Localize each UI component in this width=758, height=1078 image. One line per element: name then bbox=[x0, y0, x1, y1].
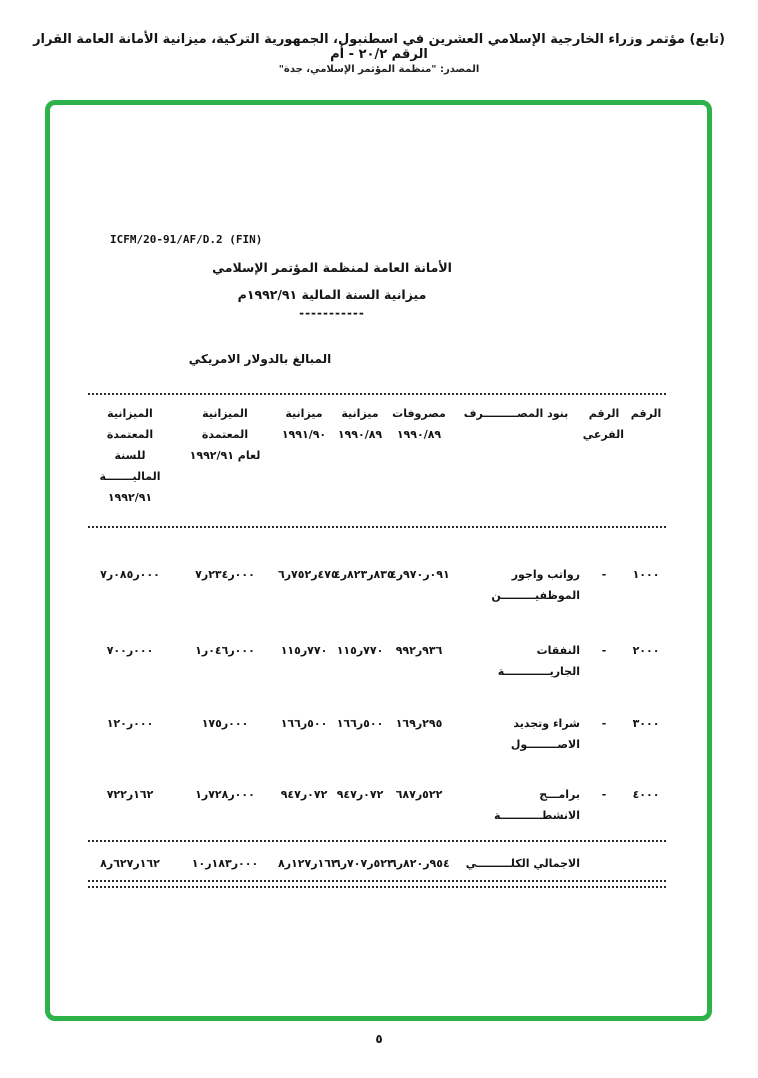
row-budget-9091-value: ٩٤٧ر٠٧٢ bbox=[280, 788, 328, 801]
total-adopted-value: ٨ر٦٢٧ر١٦٢ bbox=[100, 857, 160, 870]
row-expenses-value: ٦٨٧ر٥٢٢ bbox=[395, 788, 443, 801]
row-number: ١٠٠٠ bbox=[632, 568, 660, 581]
header-expenses bbox=[388, 403, 450, 508]
row-item-label: برامـــج الانشطـــــــــــة bbox=[493, 788, 580, 822]
header-adopted-line2: للسنة الماليـــــــة bbox=[99, 449, 161, 483]
header-approved-line3: لعام ١٩٩٢/٩١ bbox=[189, 449, 261, 462]
header-sub-no bbox=[582, 403, 626, 508]
total-label: الاجمالي الكلـــــــــي bbox=[465, 857, 580, 870]
row-budget-9091-value: ١٦٦ر٥٠٠ bbox=[280, 717, 328, 730]
table-row bbox=[88, 564, 666, 606]
table-row bbox=[88, 713, 666, 755]
header-approved-budget bbox=[174, 403, 276, 508]
header-budget-9091-line1: ميزانية bbox=[285, 407, 323, 420]
row-sub-number: - bbox=[601, 568, 607, 581]
table-row bbox=[88, 784, 666, 826]
header-budget-8990-line2: ١٩٩٠/٨٩ bbox=[337, 428, 383, 441]
row-number: ٤٠٠٠ bbox=[632, 788, 660, 801]
row-sub-number: - bbox=[601, 717, 607, 730]
header-budget-9091-line2: ١٩٩١/٩٠ bbox=[281, 428, 327, 441]
row-expenses-value: ١٦٩ر٢٩٥ bbox=[395, 717, 443, 730]
row-adopted-value: ٧٢٢ر١٦٢ bbox=[106, 788, 154, 801]
row-sub-number: - bbox=[601, 644, 607, 657]
page-header-title: (تابع) مؤتمر وزراء الخارجية الإسلامي العشرين في اسطنبول، الجمهورية التركية، ميزانية الأمانة العامة القرار الرقم ٢٠/٢ - أم bbox=[33, 32, 725, 62]
document-title: الأمانة العامة لمنظمة المؤتمر الإسلامي bbox=[212, 260, 452, 275]
title-separator: ----------- bbox=[299, 306, 365, 320]
row-approved-value: ١ر٠٤٦ر٠٠٠ bbox=[195, 644, 255, 657]
row-approved-value: ١٧٥ر٠٠٠ bbox=[201, 717, 249, 730]
header-approved-line1: الميزانية bbox=[202, 407, 248, 420]
row-number: ٣٠٠٠ bbox=[632, 717, 660, 730]
row-expenses-value: ٩٩٢ر٩٣٦ bbox=[395, 644, 443, 657]
row-budget-8990-value: ١١٥ر٧٧٠ bbox=[336, 644, 384, 657]
total-budget-8990-value: ٦ر٧٠٧ر٥٢٢ bbox=[334, 857, 394, 870]
page-header-source: المصدر: "منظمة المؤتمر الإسلامي، جدة" bbox=[278, 64, 480, 75]
row-adopted-value: ٧٠٠ر٠٠٠ bbox=[106, 644, 154, 657]
total-expenses-value: ٦ر٨٢٠ر٩٥٤ bbox=[390, 857, 450, 870]
header-no bbox=[626, 403, 666, 508]
header-items bbox=[450, 403, 582, 508]
header-expenses-line1: مصروفات bbox=[392, 407, 446, 420]
header-budget-9091 bbox=[276, 403, 332, 508]
row-adopted-value: ٧ر٠٨٥ر٠٠٠ bbox=[100, 568, 160, 581]
row-item-label: شراء وتجديد الاصــــــــول bbox=[510, 717, 580, 751]
document-title-block bbox=[50, 260, 614, 320]
total-approved-value: ١٠ر١٨٣ر٠٠٠ bbox=[191, 857, 259, 870]
table-total-separator bbox=[88, 840, 666, 842]
header-approved-line2: المعتمدة bbox=[201, 428, 249, 441]
row-budget-8990-value: ٤ر٨٢٣ر٨٣٥ bbox=[334, 568, 394, 581]
page-number: ٥ bbox=[375, 1032, 383, 1046]
table-row bbox=[88, 640, 666, 682]
row-item-label: رواتب واجور الموظفيـــــــــن bbox=[491, 568, 580, 602]
row-adopted-value: ١٢٠ر٠٠٠ bbox=[106, 717, 154, 730]
row-budget-9091-value: ٦ر٧٥٢ر٤٧٥ bbox=[278, 568, 338, 581]
header-no-label: الرقم bbox=[630, 407, 662, 420]
row-number: ٢٠٠٠ bbox=[632, 644, 660, 657]
header-sub-no-line1: الرقم bbox=[588, 407, 620, 420]
table-header-row bbox=[88, 403, 666, 508]
header-budget-8990 bbox=[332, 403, 388, 508]
row-expenses-value: ٤ر٩٧٠ر٠٩١ bbox=[390, 568, 450, 581]
header-adopted-line1: الميزانية المعتمدة bbox=[106, 407, 154, 441]
table-total-row bbox=[88, 853, 666, 874]
document-subtitle: ميزانية السنة المالية ١٩٩٢/٩١م bbox=[237, 287, 427, 302]
table-bottom-double-separator bbox=[88, 880, 666, 888]
row-budget-8990-value: ٩٤٧ر٠٧٢ bbox=[336, 788, 384, 801]
row-item-label: النفقات الجاريــــــــــــة bbox=[497, 644, 580, 678]
table-top-separator bbox=[88, 393, 666, 395]
header-adopted-line3: ١٩٩٢/٩١ bbox=[107, 491, 153, 504]
reference-code: ICFM/20-91/AF/D.2 (FIN) bbox=[110, 233, 263, 246]
row-approved-value: ١ر٧٢٨ر٠٠٠ bbox=[195, 788, 255, 801]
header-adopted-budget bbox=[86, 403, 174, 508]
total-empty-no bbox=[626, 853, 666, 874]
row-sub-number: - bbox=[601, 788, 607, 801]
row-approved-value: ٧ر٢٣٤ر٠٠٠ bbox=[195, 568, 255, 581]
header-expenses-line2: ١٩٩٠/٨٩ bbox=[396, 428, 442, 441]
row-budget-9091-value: ١١٥ر٧٧٠ bbox=[280, 644, 328, 657]
total-empty-sub bbox=[582, 853, 626, 874]
total-budget-9091-value: ٨ر١٢٧ر١٦٢ bbox=[278, 857, 338, 870]
header-sub-no-line2: الفرعي bbox=[582, 428, 624, 441]
budget-table bbox=[88, 393, 666, 888]
header-budget-8990-line1: ميزانية bbox=[341, 407, 379, 420]
currency-note: المبالغ بالدولار الامريكي bbox=[188, 352, 332, 366]
row-budget-8990-value: ١٦٦ر٥٠٠ bbox=[336, 717, 384, 730]
table-header-separator bbox=[88, 526, 666, 528]
header-items-label: بنود المصـــــــــرف bbox=[463, 407, 569, 420]
document-frame bbox=[45, 100, 712, 1021]
